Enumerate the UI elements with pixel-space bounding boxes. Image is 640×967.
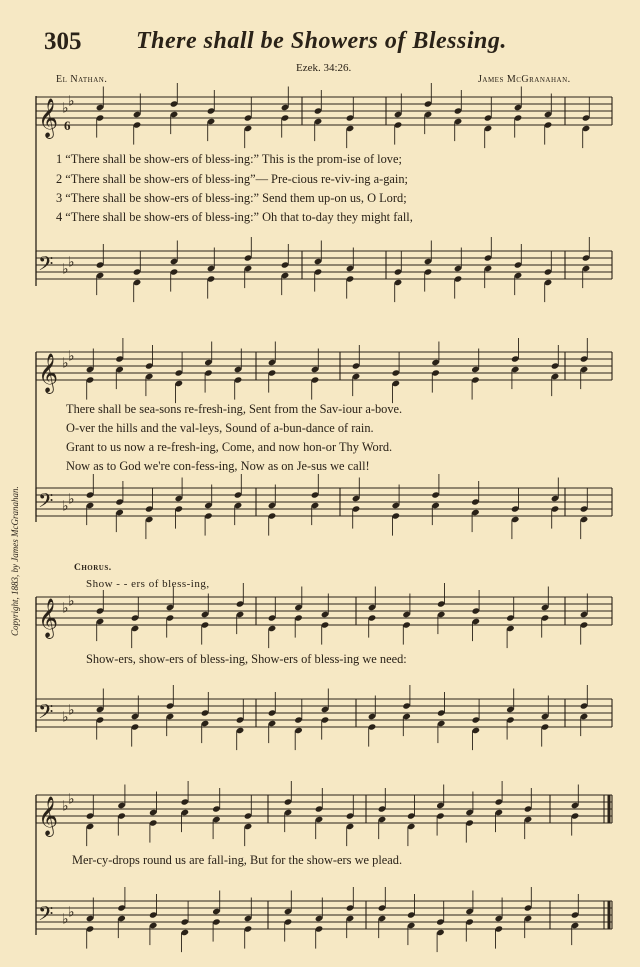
verse-3-line-1: 3 “There shall be show-ers of bless-ing:” Send them up-on us, O Lord; xyxy=(56,191,407,205)
chorus-line-1: Show-ers, show-ers of bless-ing, Show-ers of bless-ing we need: xyxy=(86,652,407,666)
system-2-bass-flat-sign: ♭ xyxy=(62,498,69,515)
verse-1-line-2: There shall be sea-sons re-fresh-ing, Sent from the Sav-iour a-bove. xyxy=(66,402,403,416)
system-3-treble-flat-sign: ♭ xyxy=(62,600,69,617)
system-4-treble-treble-clef: 𝄞 xyxy=(38,796,59,836)
system-4-treble-flat-sign: ♭ xyxy=(62,798,69,815)
system-3-treble-flat-sign: ♭ xyxy=(68,593,75,610)
system-4-bass-flat-sign: ♭ xyxy=(62,911,69,928)
verse-4-line-1: 4 “There shall be show-ers of bless-ing:” Oh that to-day they might fall, xyxy=(56,210,413,224)
hymn-number: 305 xyxy=(44,28,82,55)
system-4-bass-bass-clef: 𝄢 xyxy=(38,902,54,930)
composer-credit: James McGranahan. xyxy=(478,74,571,85)
verse-2-line-1: 2 “There shall be show-ers of bless-ing”— Pre-cious re-viv-ing a-gain; xyxy=(56,172,408,186)
verse-4-line-2: Now as to God we're con-fess-ing, Now as on Je-sus we call! xyxy=(66,459,370,473)
verse-3-line-2: Grant to us now a re-fresh-ing, Come, and now hon-or Thy Word. xyxy=(66,440,393,454)
author-credit: El Nathan. xyxy=(56,74,108,85)
system-3-bass-flat-sign: ♭ xyxy=(68,702,75,719)
system-2-bass-flat-sign: ♭ xyxy=(68,491,75,508)
scripture-reference: Ezek. 34:26. xyxy=(296,62,352,74)
copyright-notice: Copyright, 1883, by James McGranahan. xyxy=(10,486,20,636)
system-1-treble-flat-sign: ♭ xyxy=(62,100,69,117)
system-1-bass-flat-sign: ♭ xyxy=(62,261,69,278)
system-4-bass-flat-sign: ♭ xyxy=(68,904,75,921)
system-2-treble-treble-clef: 𝄞 xyxy=(38,353,59,393)
hymn-title: There shall be Showers of Blessing. xyxy=(136,28,507,54)
chorus-line-2: Mer-cy-drops round us are fall-ing, But for the show-ers we plead. xyxy=(72,853,403,867)
chorus-label: Chorus. xyxy=(74,563,112,573)
verse-2-line-2: O-ver the hills and the val-leys, Sound of a-bun-dance of rain. xyxy=(66,421,374,435)
system-1-bass-bass-clef: 𝄢 xyxy=(38,252,54,280)
system-3-treble-treble-clef: 𝄞 xyxy=(38,598,59,638)
system-1-treble-flat-sign: ♭ xyxy=(68,93,75,110)
system-2-treble-flat-sign: ♭ xyxy=(68,348,75,365)
time-signature: 6 xyxy=(64,118,71,133)
system-2-treble-flat-sign: ♭ xyxy=(62,355,69,372)
system-1-bass-flat-sign: ♭ xyxy=(68,254,75,271)
verse-1-line-1: 1 “There shall be show-ers of bless-ing:” This is the prom-ise of love; xyxy=(56,152,402,166)
system-4-treble-flat-sign: ♭ xyxy=(68,791,75,808)
chorus-alto-line: Show - - ers of bless-ing, xyxy=(86,578,210,590)
system-3-bass-flat-sign: ♭ xyxy=(62,709,69,726)
system-1-treble-treble-clef: 𝄞 xyxy=(38,98,59,138)
system-3-bass-bass-clef: 𝄢 xyxy=(38,700,54,728)
system-2-bass-bass-clef: 𝄢 xyxy=(38,489,54,517)
